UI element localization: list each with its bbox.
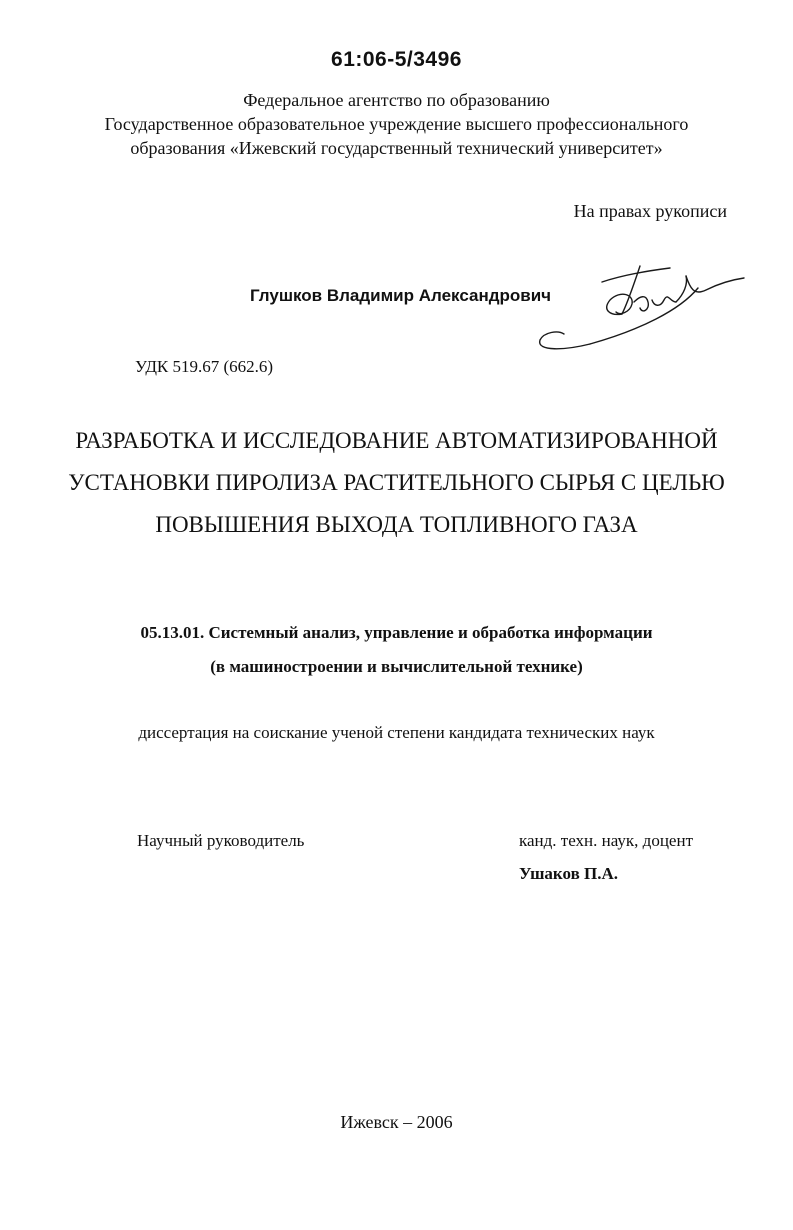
degree-statement: диссертация на соискание ученой степени кандидата технических наук — [138, 723, 655, 742]
supervisor-label: Научный руководитель — [137, 831, 305, 850]
catalog-code: 61:06-5/3496 — [331, 48, 462, 71]
specialty-line: (в машиностроении и вычислительной технике) — [210, 657, 583, 676]
city-year: Ижевск – 2006 — [340, 1112, 453, 1132]
udk-code: УДК 519.67 (662.6) — [135, 357, 274, 376]
organization-block — [0, 88, 793, 160]
specialty-block — [0, 616, 793, 684]
title-line: УСТАНОВКИ ПИРОЛИЗА РАСТИТЕЛЬНОГО СЫРЬЯ С ЦЕЛЬЮ — [68, 470, 725, 495]
specialty-line: 05.13.01. Системный анализ, управление и обработка информации — [140, 623, 653, 642]
title-line: РАЗРАБОТКА И ИССЛЕДОВАНИЕ АВТОМАТИЗИРОВАННОЙ — [75, 428, 718, 453]
handwritten-signature — [530, 244, 750, 364]
supervisor-name: Ушаков П.А. — [519, 864, 619, 883]
organization-line: образования «Ижевский государственный технический университет» — [130, 138, 663, 158]
supervisor-rank: канд. техн. наук, доцент — [519, 831, 694, 850]
dissertation-title — [0, 420, 793, 546]
title-line: ПОВЫШЕНИЯ ВЫХОДА ТОПЛИВНОГО ГАЗА — [155, 512, 638, 537]
organization-line: Федеральное агентство по образованию — [243, 90, 550, 110]
rights-note: На правах рукописи — [573, 201, 727, 221]
organization-line: Государственное образовательное учреждение высшего профессионального — [104, 114, 689, 134]
author-name: Глушков Владимир Александрович — [250, 286, 552, 305]
